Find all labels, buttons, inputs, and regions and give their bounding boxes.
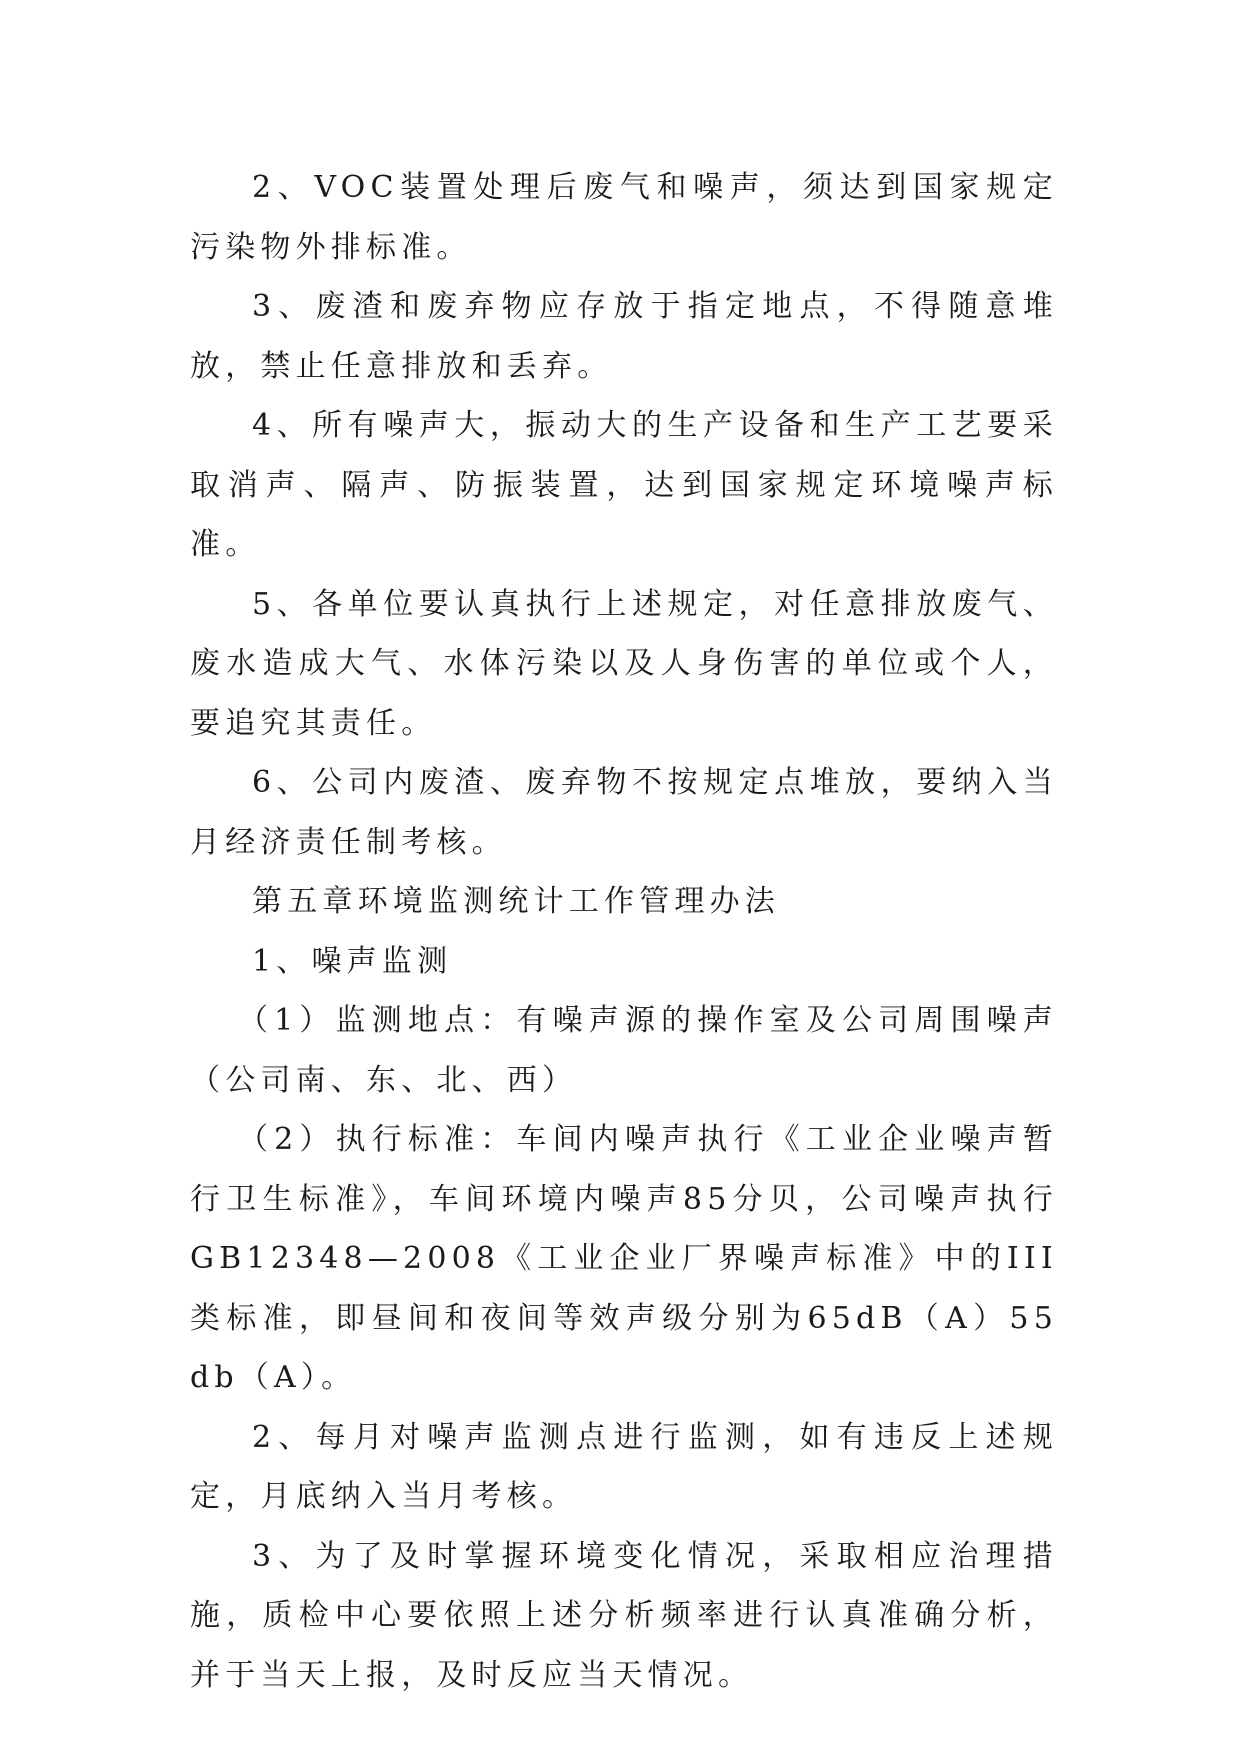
- paragraph-item-6: 6、公司内废渣、废弃物不按规定点堆放，要纳入当月经济责任制考核。: [190, 765, 1058, 860]
- paragraph-monthly-monitoring: 2、每月对噪声监测点进行监测，如有违反上述规定，月底纳入当月考核。: [190, 1419, 1058, 1514]
- paragraph-item-2: 2、VOC装置处理后废气和噪声，须达到国家规定污染物外排标准。: [190, 170, 1058, 265]
- paragraph-item-3: 3、废渣和废弃物应存放于指定地点，不得随意堆放，禁止任意排放和丢弃。: [190, 289, 1058, 384]
- document-page: [190, 158, 1058, 1705]
- subitem-execution-standard: （2）执行标准：车间内噪声执行《工业企业噪声暂行卫生标准》，车间环境内噪声85分贝，公司噪声执行GB12348—2008《工业企业厂界噪声标准》中的III类标准，即昼间和夜间等效声级分别为65dB（A）55db（A）。: [190, 1122, 1058, 1395]
- section-heading-noise-monitoring: 1、噪声监测: [252, 943, 453, 979]
- paragraph-timely-report: 3、为了及时掌握环境变化情况，采取相应治理措施，质检中心要依照上述分析频率进行认真准确分析，并于当天上报，及时反应当天情况。: [190, 1538, 1058, 1693]
- paragraph-item-5: 5、各单位要认真执行上述规定，对任意排放废气、废水造成大气、水体污染以及人身伤害的单位或个人，要追究其责任。: [190, 586, 1058, 741]
- subitem-monitoring-location: （1）监测地点：有噪声源的操作室及公司周围噪声（公司南、东、北、西）: [190, 1003, 1058, 1098]
- paragraph-item-4: 4、所有噪声大，振动大的生产设备和生产工艺要采取消声、隔声、防振装置，达到国家规定环境噪声标准。: [190, 408, 1058, 562]
- chapter-heading: 第五章环境监测统计工作管理办法: [252, 884, 780, 919]
